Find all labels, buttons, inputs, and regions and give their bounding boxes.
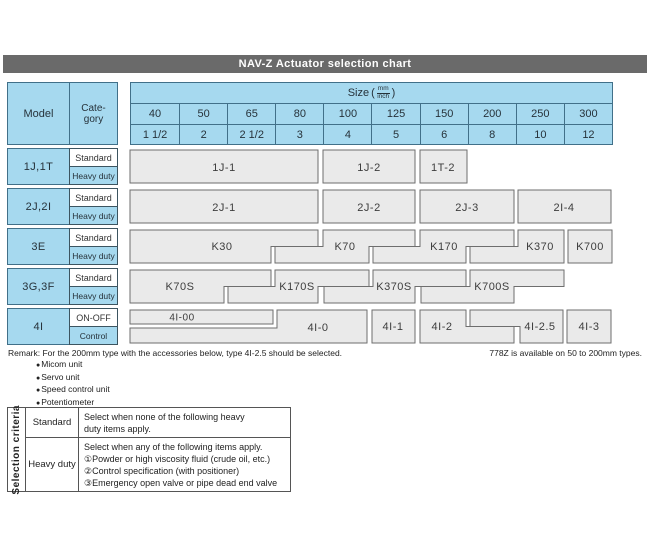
- size-inch-cell: 5: [371, 125, 419, 145]
- size-mm-cell: 250: [516, 104, 564, 125]
- block-4i-0-label: 4I-0: [307, 322, 329, 334]
- size-unit-mm: mm: [377, 85, 389, 92]
- block-k30-label: K30: [211, 241, 233, 253]
- size-mm-cell: 50: [179, 104, 227, 125]
- bullet-icon: ●: [36, 399, 41, 407]
- size-inch-cell: 12: [564, 125, 612, 145]
- bullet-icon: ●: [36, 387, 41, 394]
- accessory-item: ●Potentiometer: [36, 396, 95, 407]
- size-mm-cell: 40: [131, 104, 179, 125]
- model-cell-3g3f: 3G,3F: [7, 268, 70, 305]
- model-cell-4i: 4I: [7, 308, 70, 345]
- block-4i-3-label: 4I-3: [578, 321, 600, 333]
- block-1t-2-label: 1T-2: [430, 162, 456, 174]
- size-paren-open: (: [371, 87, 375, 99]
- criteria-heavy-duty-text: Select when any of the following items apply. ①Powder or high viscosity fluid (crude oil, etc.) ②Control specification (with positioner) ③Emergency open valve or pipe dead end valve: [84, 442, 278, 488]
- size-label: Size: [347, 87, 370, 99]
- block-k700-label: K700: [576, 241, 604, 253]
- category-control: Control: [69, 326, 118, 345]
- block-4i-00: [130, 310, 273, 324]
- size-mm-cell: 65: [227, 104, 275, 125]
- model-cell-1j1t: 1J,1T: [7, 148, 70, 185]
- size-mm-cell: 100: [323, 104, 371, 125]
- remark-text: Remark: For the 200mm type with the accessories below, type 4I-2.5 should be selected.: [8, 348, 343, 358]
- block-k70s-label: K70S: [165, 281, 195, 293]
- category-standard-3: Standard: [69, 228, 118, 247]
- block-4i-2-5-label: 4I-2.5: [524, 321, 556, 333]
- block-1j-1-label: 1J-1: [212, 162, 236, 174]
- category-standard-2: Standard: [69, 188, 118, 207]
- block-2j-1-label: 2J-1: [212, 202, 236, 214]
- selection-criteria-side-label: Selection criteria: [8, 408, 26, 491]
- size-mm-cell: 125: [371, 104, 419, 125]
- category-header-line1: Cate-: [81, 102, 106, 114]
- category-header-line2: gory: [83, 113, 104, 125]
- block-4i-2-label: 4I-2: [431, 321, 453, 333]
- block-k700s-label: K700S: [474, 281, 510, 293]
- accessory-list: [36, 359, 110, 409]
- size-inch-cell: 1 1/2: [142, 129, 168, 141]
- bullet-icon: ●: [36, 362, 41, 369]
- size-inch-cell: 6: [420, 125, 468, 145]
- size-paren-close: ): [391, 87, 396, 99]
- model-cell-2j2i: 2J,2I: [7, 188, 70, 225]
- size-inch-cell: 4: [323, 125, 371, 145]
- criteria-heavy-duty-label: Heavy duty: [26, 438, 79, 491]
- accessory-item: ●Speed control unit: [36, 384, 110, 394]
- size-inch-cell: 2: [179, 125, 227, 145]
- size-mm-cell: 300: [564, 104, 612, 125]
- note-778z: 778Z is available on 50 to 200mm types.: [489, 348, 642, 358]
- block-k370-label: K370: [526, 241, 554, 253]
- size-inch-cell: 8: [468, 125, 516, 145]
- size-inch-cell: 10: [516, 125, 564, 145]
- size-inch-cell: 2 1/2: [227, 125, 275, 145]
- accessory-item: ●Servo unit: [36, 371, 80, 382]
- model-cell-3e: 3E: [7, 228, 70, 265]
- category-heavy-duty-2: Heavy duty: [69, 206, 118, 225]
- category-heavy-duty-1: Heavy duty: [69, 166, 118, 185]
- block-2i-4-label: 2I-4: [553, 202, 575, 214]
- selection-criteria-table: [7, 404, 291, 495]
- size-unit-inch: inch: [377, 92, 390, 100]
- size-mm-cell: 200: [468, 104, 516, 125]
- block-4i-00-label: 4I-00: [169, 312, 195, 324]
- block-1j-2-label: 1J-2: [357, 162, 381, 174]
- block-2j-2-label: 2J-2: [357, 202, 381, 214]
- category-on-off: ON-OFF: [69, 308, 118, 327]
- block-k370s-label: K370S: [376, 281, 412, 293]
- size-mm-cell: 80: [275, 104, 323, 125]
- block-k170s-label: K170S: [279, 281, 315, 293]
- category-standard-1: Standard: [69, 148, 118, 167]
- model-header: Model: [7, 82, 70, 145]
- size-inch-cell: 3: [275, 125, 323, 145]
- bullet-icon: ●: [36, 374, 41, 382]
- criteria-standard-label: Standard: [26, 408, 79, 438]
- accessory-item: ●Micom unit: [36, 359, 83, 369]
- category-heavy-duty-3: Heavy duty: [69, 246, 118, 265]
- block-k70-label: K70: [334, 241, 356, 253]
- category-standard-4: Standard: [69, 268, 118, 287]
- category-heavy-duty-4: Heavy duty: [69, 286, 118, 305]
- block-k170-label: K170: [430, 241, 458, 253]
- block-4i-1-label: 4I-1: [382, 321, 404, 333]
- block-2j-3-label: 2J-3: [455, 202, 479, 214]
- page-title: NAV-Z Actuator selection chart: [3, 55, 647, 73]
- size-mm-cell: 150: [420, 104, 468, 125]
- criteria-standard-text: Select when none of the following heavy duty items apply.: [79, 408, 290, 438]
